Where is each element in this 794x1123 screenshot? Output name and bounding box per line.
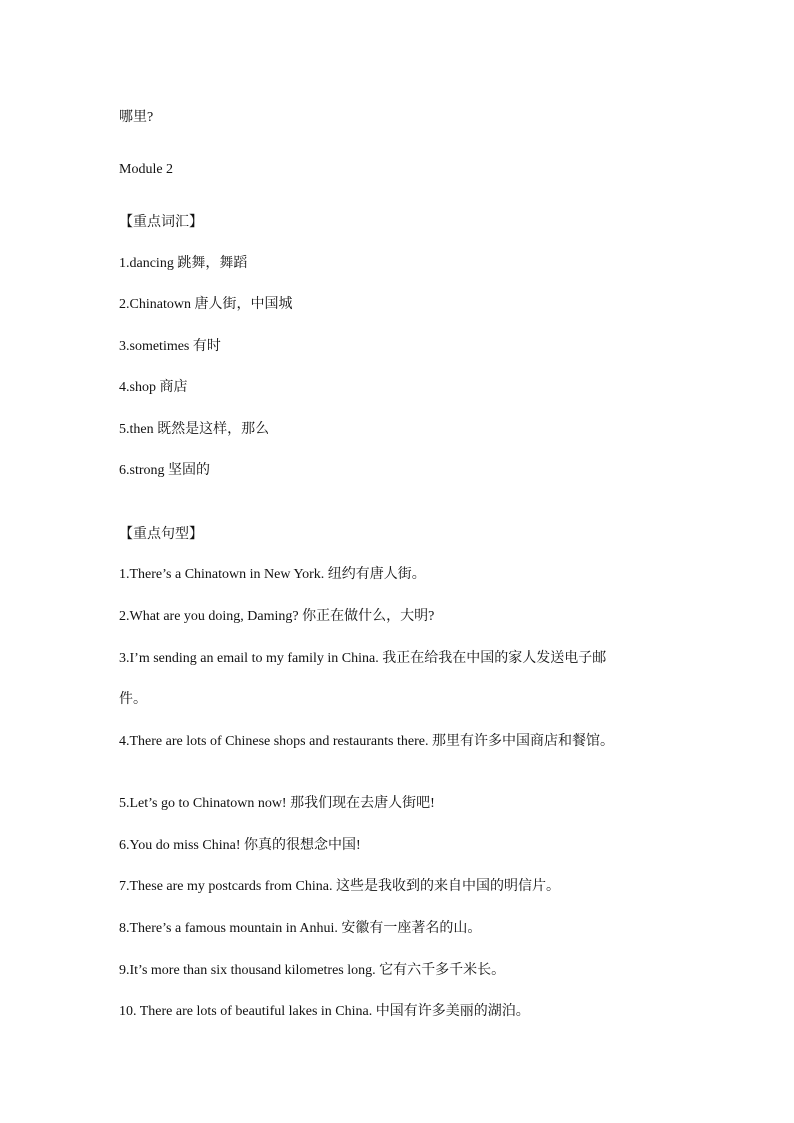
- vocab-item-3: 3.sometimes 有时: [119, 339, 221, 354]
- sentence-item-7: 7.These are my postcards from China. 这些是我收到的来自中国的明信片。: [119, 879, 560, 894]
- module-title: Module 2: [119, 162, 174, 177]
- vocab-item-4: 4.shop 商店: [119, 380, 188, 395]
- section-heading-vocabulary: 【重点词汇】: [119, 214, 203, 230]
- vocab-item-1: 1.dancing 跳舞，舞蹈: [119, 256, 248, 271]
- sentence-item-9: 9.It’s more than six thousand kilometres long. 它有六千多千米长。: [119, 963, 506, 978]
- sentence-item-8: 8.There’s a famous mountain in Anhui. 安徽有一座著名的山。: [119, 921, 482, 936]
- sentence-item-2: 2.What are you doing, Daming? 你正在做什么，大明?: [119, 609, 435, 624]
- sentence-item-4: 4.There are lots of Chinese shops and restaurants there. 那里有许多中国商店和餐馆。: [119, 734, 614, 749]
- sentence-item-1: 1.There’s a Chinatown in New York. 纽约有唐人街。: [119, 567, 426, 582]
- vocab-item-2: 2.Chinatown 唐人街，中国城: [119, 297, 293, 312]
- sentence-item-3-continued: 件。: [119, 692, 147, 707]
- section-heading-sentences: 【重点句型】: [119, 526, 203, 542]
- text-line-where: 哪里?: [119, 110, 154, 125]
- vocab-item-6: 6.strong 坚固的: [119, 463, 210, 478]
- vocab-item-5: 5.then 既然是这样，那么: [119, 422, 270, 437]
- sentence-item-3: 3.I’m sending an email to my family in China. 我正在给我在中国的家人发送电子邮: [119, 651, 607, 666]
- sentence-item-5: 5.Let’s go to Chinatown now! 那我们现在去唐人街吧!: [119, 796, 435, 811]
- sentence-item-10: 10. There are lots of beautiful lakes in China. 中国有许多美丽的湖泊。: [119, 1004, 530, 1019]
- sentence-item-6: 6.You do miss China! 你真的很想念中国!: [119, 838, 361, 853]
